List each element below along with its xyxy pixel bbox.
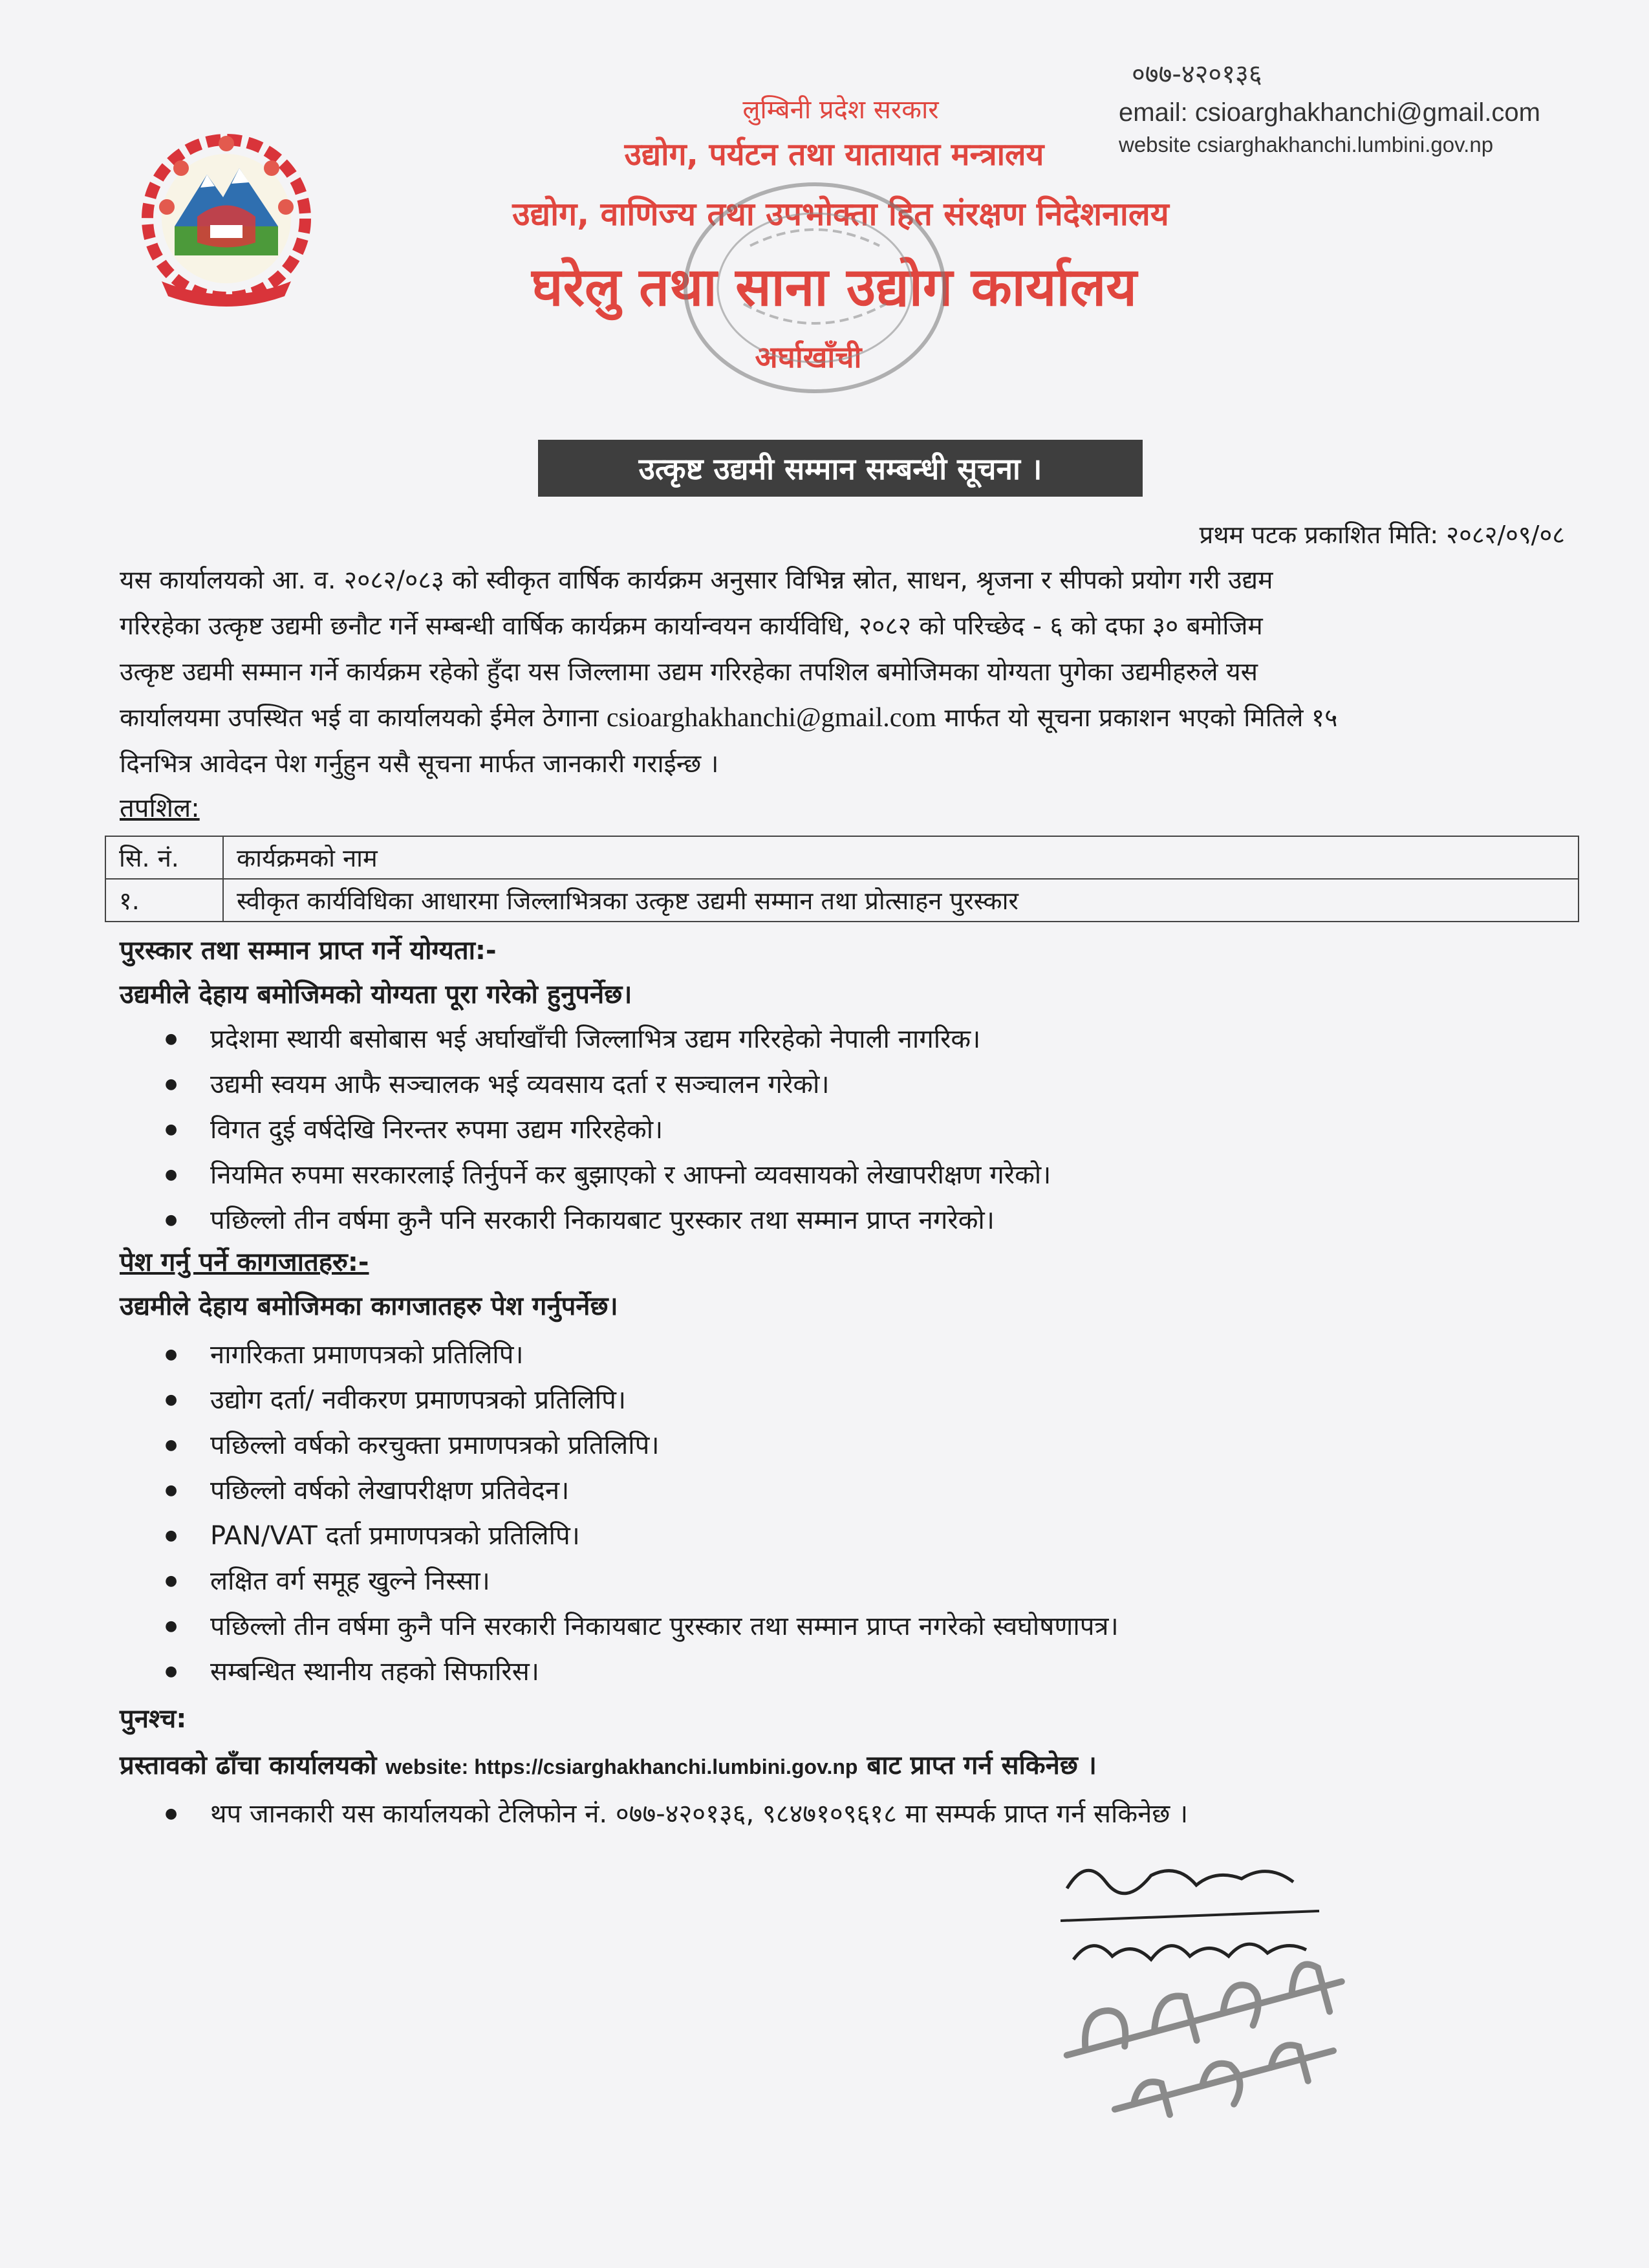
intro-line (120, 695, 1568, 741)
postscript-text: बाट प्राप्त गर्न सकिनेछ । (867, 1751, 1097, 1780)
list-item: ● पछिल्लो वर्षको करचुक्ता प्रमाणपत्रको प्रतिलिपि। (165, 1423, 1119, 1468)
table-header-row (105, 836, 1579, 879)
program-table (105, 836, 1579, 922)
list-item: ● लक्षित वर्ग समूह खुल्ने निस्सा। (165, 1559, 1119, 1604)
eligibility-heading: पुरस्कार तथा सम्मान प्राप्त गर्ने योग्यता:- (120, 936, 497, 966)
intro-line: गरिरहेका उत्कृष्ट उद्यमी छनौट गर्ने सम्बन्धी वार्षिक कार्यक्रम कार्यान्वयन कार्यविधि, २०८२ को परिच्छेद - ६ को दफा ३० बमोजिम (120, 612, 1263, 641)
directorate-name: उद्योग, वाणिज्य तथा उपभोक्ता हित संरक्षण निदेशनालय (512, 195, 1169, 233)
intro-email-link[interactable]: csioarghakhanchi@gmail.com (606, 703, 937, 733)
intro-line-text: मार्फत यो सूचना प्रकाशन भएको मितिले १५ (944, 704, 1338, 733)
list-item: ● पछिल्लो तीन वर्षमा कुनै पनि सरकारी निकायबाट पुरस्कार तथा सम्मान प्राप्त नगरेको। (165, 1198, 1051, 1243)
col-header-sn: सि. नं. (105, 836, 223, 879)
table-row (105, 879, 1579, 922)
list-item: ● प्रदेशमा स्थायी बसोबास भई अर्घाखाँची जिल्लाभित्र उद्यम गरिरहेको नेपाली नागरिक। (165, 1017, 1051, 1062)
list-item: ● विगत दुई वर्षदेखि निरन्तर रुपमा उद्यम गरिरहेको। (165, 1107, 1051, 1152)
office-name: घरेलु तथा साना उद्योग कार्यालय (532, 257, 1137, 318)
district-name: अर्घाखाँची (755, 340, 862, 374)
intro-line-text: कार्यालयमा उपस्थित भई वा कार्यालयको ईमेल ठेगाना (120, 704, 599, 733)
published-date: प्रथम पटक प्रकाशित मिति: २०८२/०९/०८ (1199, 521, 1565, 549)
contact-list (165, 1791, 1188, 1837)
intro-line: उत्कृष्ट उद्यमी सम्मान गर्ने कार्यक्रम रहेको हुँदा यस जिल्लामा उद्यम गरिरहेका तपशिल बमोजिमका योग्यता पुगेका उद्यमीहरुले यस (120, 658, 1258, 687)
office-seal-icon (673, 175, 957, 401)
schedule-heading: तपशिल: (120, 794, 200, 823)
postscript-website-link[interactable]: website: https://csiarghakhanchi.lumbini.gov.np (385, 1755, 858, 1778)
intro-paragraph (120, 557, 1568, 787)
nepal-emblem-icon (136, 129, 317, 314)
eligibility-list (165, 1017, 1051, 1243)
province-name: लुम्बिनी प्रदेश सरकार (742, 95, 939, 125)
postscript-heading: पुनश्च: (120, 1704, 187, 1734)
intro-line: दिनभित्र आवेदन पेश गर्नुहुन यसै सूचना मार्फत जानकारी गराईन्छ । (120, 750, 719, 779)
postscript-text: प्रस्तावको ढाँचा कार्यालयको (120, 1751, 377, 1780)
postscript-line (120, 1746, 1097, 1782)
intro-line: यस कार्यालयको आ. व. २०८२/०८३ को स्वीकृत वार्षिक कार्यक्रम अनुसार विभिन्न स्रोत, साधन, श्रृजना र सीपको प्रयोग गरी उद्यम (120, 566, 1273, 595)
list-item: ● सम्बन्धित स्थानीय तहको सिफारिस। (165, 1649, 1119, 1694)
list-item: ● नागरिकता प्रमाणपत्रको प्रतिलिपि। (165, 1332, 1119, 1377)
cell-sn: १. (105, 879, 223, 922)
officer-stamp-icon (1041, 1940, 1377, 2134)
list-item: ● उद्योग दर्ता/ नवीकरण प्रमाणपत्रको प्रतिलिपि। (165, 1377, 1119, 1423)
documents-heading: पेश गर्नु पर्ने कागजातहरु:- (120, 1247, 369, 1277)
list-item: ● पछिल्लो तीन वर्षमा कुनै पनि सरकारी निकायबाट पुरस्कार तथा सम्मान प्राप्त नगरेको स्वघोषणापत्र। (165, 1604, 1119, 1649)
documents-subheading: उद्यमीले देहाय बमोजिमका कागजातहरु पेश गर्नुपर्नेछ। (120, 1291, 618, 1321)
office-email: email: csioarghakhanchi@gmail.com (1119, 98, 1540, 127)
list-item: ● PAN/VAT दर्ता प्रमाणपत्रको प्रतिलिपि। (165, 1513, 1119, 1559)
list-item: ● नियमित रुपमा सरकारलाई तिर्नुपर्ने कर बुझाएको र आफ्नो व्यवसायको लेखापरीक्षण गरेको। (165, 1152, 1051, 1198)
office-website: website csiarghakhanchi.lumbini.gov.np (1119, 133, 1494, 157)
notice-title: उत्कृष्ट उद्यमी सम्मान सम्बन्धी सूचना । (538, 440, 1143, 497)
list-item: ● उद्यमी स्वयम आफै सञ्चालक भई व्यवसाय दर्ता र सञ्चालन गरेको। (165, 1062, 1051, 1107)
ministry-name: उद्योग, पर्यटन तथा यातायात मन्त्रालय (624, 136, 1044, 173)
eligibility-subheading: उद्यमीले देहाय बमोजिमको योग्यता पूरा गरेको हुनुपर्नेछ। (120, 980, 632, 1010)
list-item: ● थप जानकारी यस कार्यालयको टेलिफोन नं. ०७७-४२०१३६, ९८४७१०९६१८ मा सम्पर्क प्राप्त गर्न सकिनेछ । (165, 1791, 1188, 1837)
col-header-name: कार्यक्रमको नाम (223, 836, 1579, 879)
documents-list (165, 1332, 1119, 1694)
cell-name: स्वीकृत कार्यविधिका आधारमा जिल्लाभित्रका उत्कृष्ट उद्यमी सम्मान तथा प्रोत्साहन पुरस्कार (223, 879, 1579, 922)
list-item: ● पछिल्लो वर्षको लेखापरीक्षण प्रतिवेदन। (165, 1468, 1119, 1513)
office-phone: ०७७-४२०१३६ (1132, 59, 1262, 89)
